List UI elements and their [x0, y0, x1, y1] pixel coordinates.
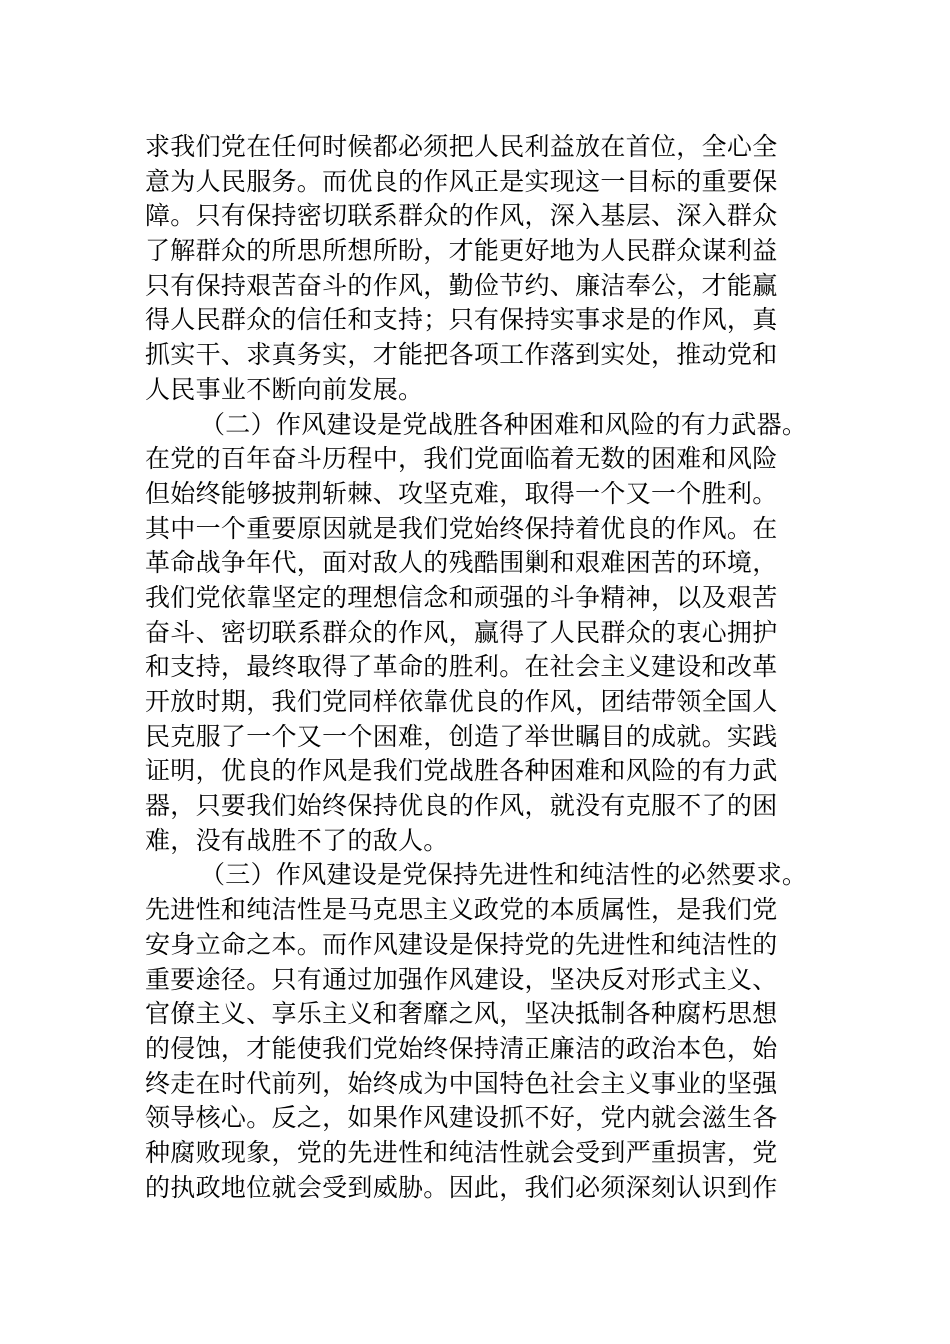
- text-line: 开放时期，我们党同样依靠优良的作风，团结带领全国人: [145, 687, 778, 716]
- text-line: 的侵蚀，才能使我们党始终保持清正廉洁的政治本色，始: [145, 1033, 778, 1063]
- text-line: 先进性和纯洁性是马克思主义政党的本质属性，是我们党: [145, 895, 778, 925]
- text-line: 其中一个重要原因就是我们党始终保持着优良的作风。在: [145, 513, 778, 543]
- text-line: 人民事业不断向前发展。: [145, 374, 424, 404]
- text-line: 但始终能够披荆斩棘、攻坚克难，取得一个又一个胜利。: [145, 478, 778, 508]
- text-line: 和支持，最终取得了革命的胜利。在社会主义建设和改革: [145, 652, 778, 682]
- text-line: 得人民群众的信任和支持；只有保持实事求是的作风，真: [145, 305, 778, 335]
- text-line: 障。只有保持密切联系群众的作风，深入基层、深入群众: [145, 201, 778, 231]
- text-line: 民克服了一个又一个困难，创造了举世瞩目的成就。实践: [145, 721, 778, 751]
- text-line: 在党的百年奋斗历程中，我们党面临着无数的困难和风险: [145, 444, 778, 474]
- text-line: 证明，优良的作风是我们党战胜各种困难和风险的有力武: [145, 756, 778, 786]
- text-line: 安身立命之本。而作风建设是保持党的先进性和纯洁性的: [145, 929, 778, 959]
- text-line: 求我们党在任何时候都必须把人民利益放在首位，全心全: [145, 132, 778, 161]
- section-heading-3: （三）作风建设是党保持先进性和纯洁性的必然要求。: [200, 860, 808, 890]
- text-line: 只有保持艰苦奋斗的作风，勤俭节约、廉洁奉公，才能赢: [145, 270, 778, 300]
- text-line: 重要途径。只有通过加强作风建设，坚决反对形式主义、: [145, 964, 778, 994]
- text-line: 领导核心。反之，如果作风建设抓不好，党内就会滋生各: [145, 1103, 778, 1133]
- text-line: 抓实干、求真务实，才能把各项工作落到实处，推动党和: [145, 340, 778, 370]
- text-line: 难，没有战胜不了的敌人。: [145, 825, 449, 855]
- section-heading-2: （二）作风建设是党战胜各种困难和风险的有力武器。: [200, 409, 808, 439]
- text-line: 意为人民服务。而优良的作风正是实现这一目标的重要保: [145, 166, 778, 196]
- text-line: 器，只要我们始终保持优良的作风，就没有克服不了的困: [145, 791, 778, 821]
- body-text: [145, 130, 825, 1205]
- text-line: 终走在时代前列，始终成为中国特色社会主义事业的坚强: [145, 1068, 778, 1098]
- text-line: 我们党依靠坚定的理想信念和顽强的斗争精神，以及艰苦: [145, 582, 778, 612]
- text-line: 种腐败现象，党的先进性和纯洁性就会受到严重损害，党: [145, 1137, 778, 1167]
- text-line: 了解群众的所思所想所盼，才能更好地为人民群众谋利益: [145, 236, 778, 266]
- text-line: 官僚主义、享乐主义和奢靡之风，坚决抵制各种腐朽思想: [145, 999, 778, 1029]
- text-line: 奋斗、密切联系群众的作风，赢得了人民群众的衷心拥护: [145, 617, 778, 647]
- text-line: 革命战争年代，面对敌人的残酷围剿和艰难困苦的环境，: [145, 548, 778, 578]
- text-line: 的执政地位就会受到威胁。因此，我们必须深刻认识到作: [145, 1172, 778, 1202]
